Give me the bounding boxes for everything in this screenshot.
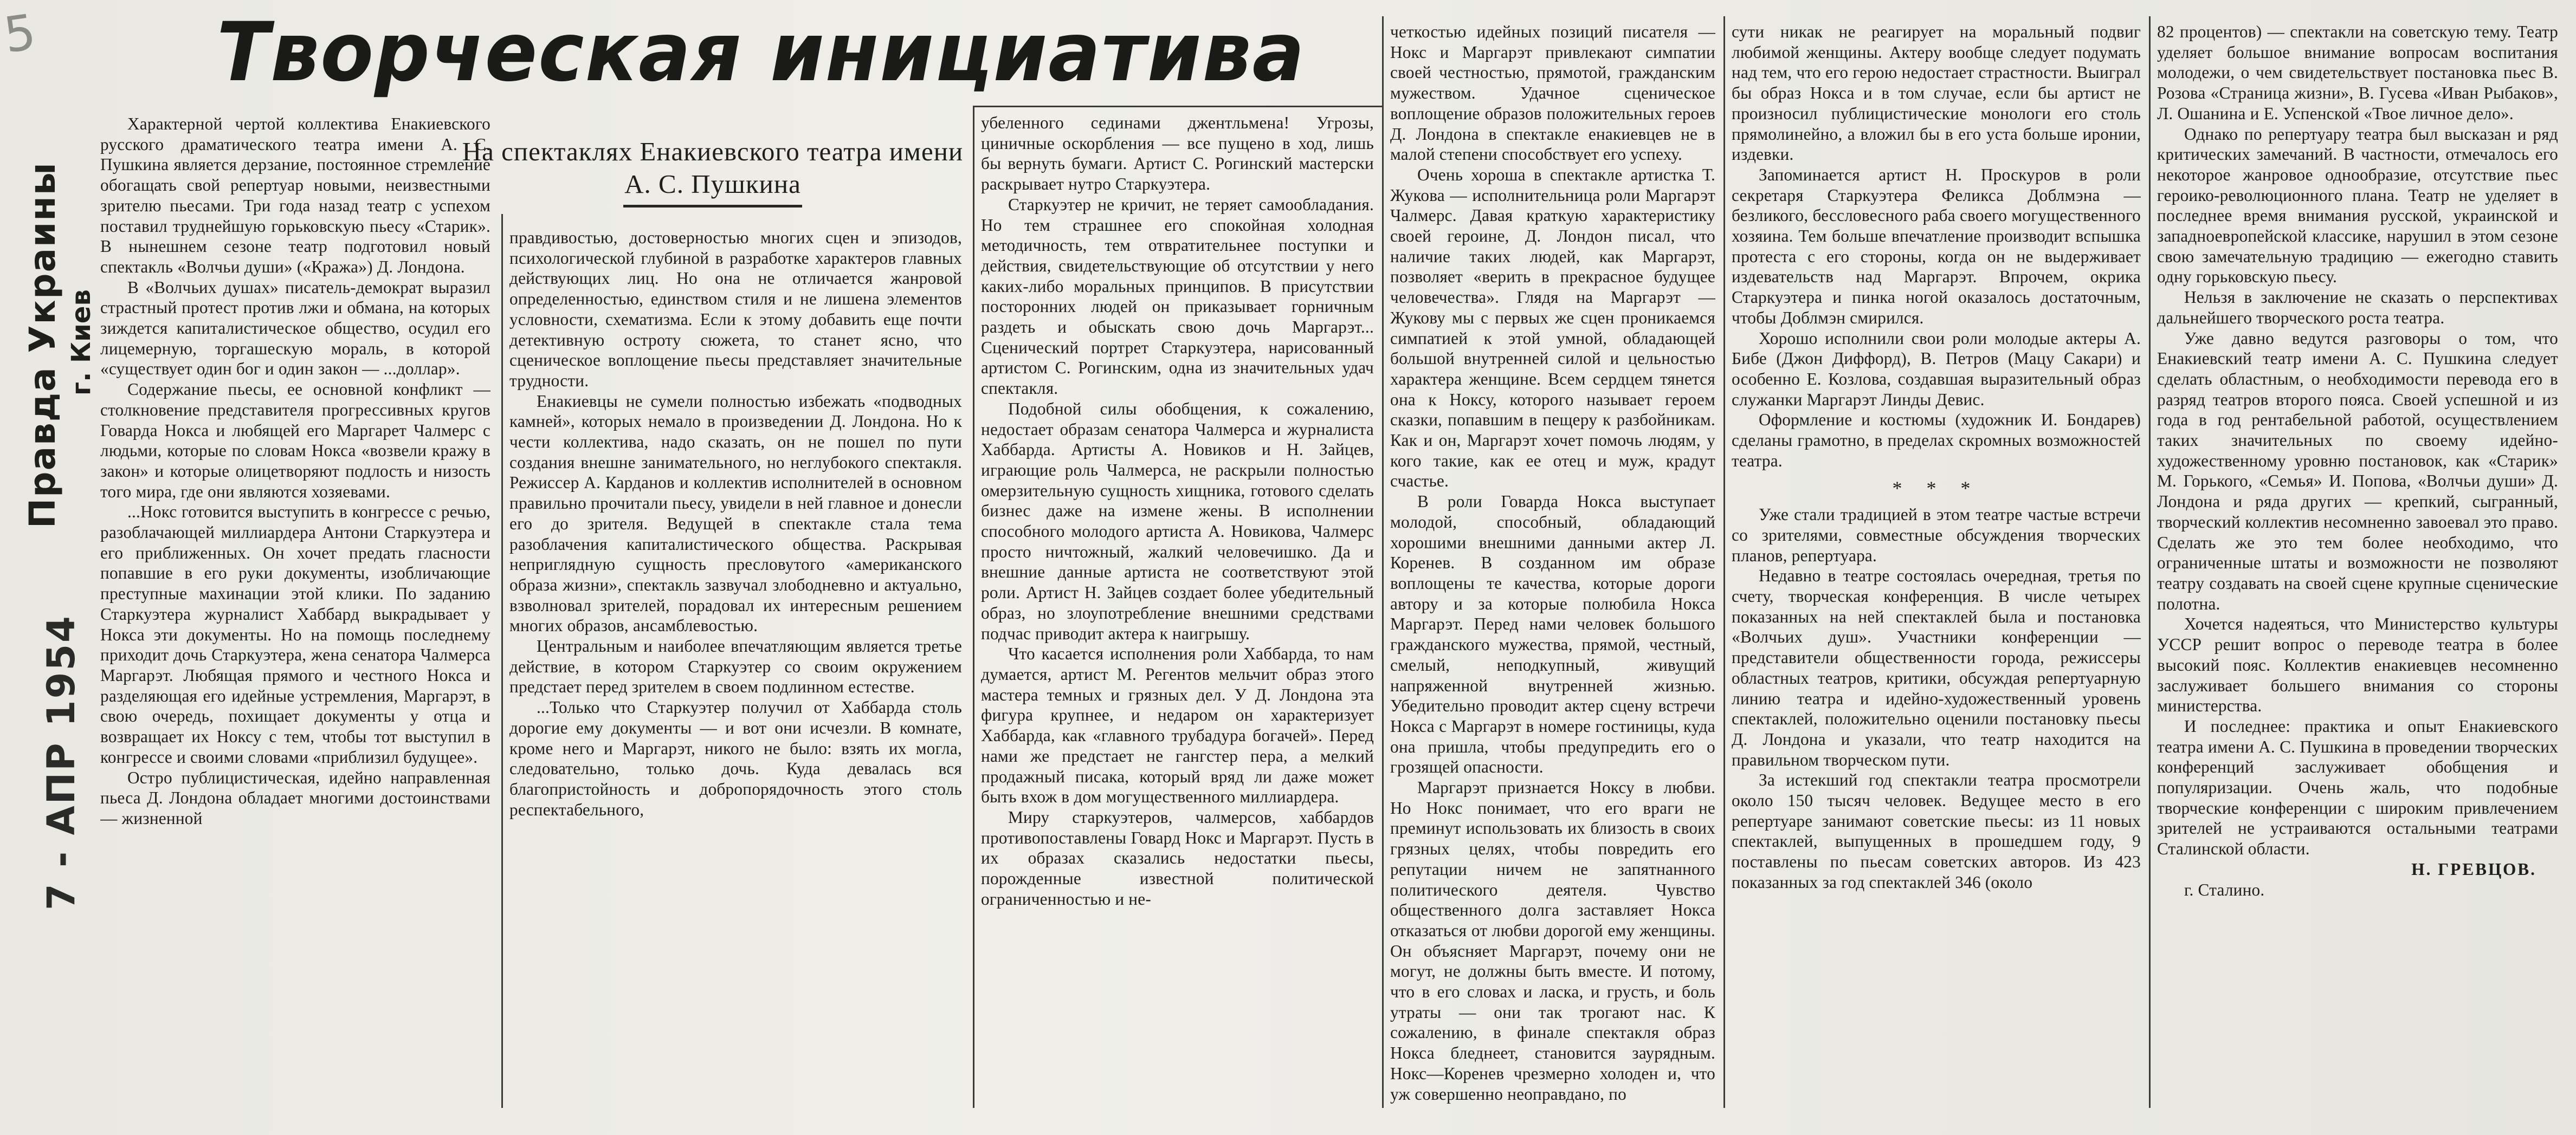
- article-paragraph: четкостью идейных позиций писателя — Нокс и Маргарэт привлекают симпатии своей честностью, прямотой, гражданским мужеством. Удачное сценическое воплощение образов положительных героев Д. Лондона в спектакле енакиевцев не в малой степени способствует его успеху.: [1390, 22, 1715, 164]
- article-paragraph: Центральным и наиболее впечатляющим является третье действие, в котором Старкуэтер со своим окружением предстает перед зрителем в своем подлинном естестве.: [509, 637, 962, 697]
- article-column-5: [1732, 22, 2141, 1105]
- article-headline: Творческая инициатива: [217, 5, 1306, 100]
- article-paragraph: Очень хороша в спектакле артистка Т. Жукова — исполнительница роли Маргарэт Чалмерс. Давая краткую характеристику своей героине, Д. Лондон писал, что наличие таких людей, как Маргарэт, позволяет «верить в прекрасное будущее человечества». Глядя на Маргарэт — Жукову мы с первых же сцен проникаемся симпатией к этой умной, обладающей большой внутренней силой и цельностью характера женщине. Всем сердцем тянется она к Ноксу, которого называет героем сказки, попавшим в пещеру к разбойникам. Как и он, Маргарэт хочет помочь людям, у кого такие, как ее отец и муж, крадут счастье.: [1390, 165, 1715, 491]
- article-column-4: [1390, 22, 1715, 1105]
- section-divider-stars: * * *: [1892, 477, 1980, 500]
- article-paragraph: Уже стали традицией в этом театре частые встречи со зрителями, совместные обсуждения творческих планов, репертуара.: [1732, 505, 2141, 565]
- article-paragraph: Старкуэтер не кричит, не теряет самообладания. Но тем страшнее его спокойная холодная методичность, тем отвратительнее поступки и действия, свидетельствующие об отсутствии у него каких-либо моральных принципов. В присутствии посторонних людей он приказывает горничным раздеть и обыскать свою дочь Маргарэт... Сценический портрет Старкуэтера, нарисованный артистом С. Рогинским, одна из значительных удач спектакля.: [981, 194, 1374, 398]
- margin-pencil-mark: 5: [0, 3, 40, 64]
- article-paragraph: Характерной чертой коллектива Енакиевского русского драматического театра имени А. С. Пушкина является дерзание, постоянное стремление обогащать свой репертуар новыми, неизвестными зрителю пьесами. Три года назад театр с успехом поставил труднейшую горьковскую пьесу «Старик». В нынешнем сезоне театр подготовил новый спектакль «Волчьи души» («Кража») Д. Лондона.: [100, 114, 490, 276]
- article-column-6: [2157, 22, 2558, 1105]
- dateline-place: г. Сталино.: [2184, 880, 2265, 899]
- article-paragraph: Нельзя в заключение не сказать о перспективах дальнейшего творческого роста театра.: [2157, 288, 2558, 327]
- stamp-date: 7 - АПР 1954: [39, 614, 83, 910]
- column-rule: [1382, 16, 1384, 1108]
- stamp-newspaper-name: Правда Украины: [22, 161, 63, 528]
- article-subheadline: На спектаклях Енакиевского театра имени А. С. Пушкина: [462, 137, 964, 199]
- article-column-2: [509, 228, 962, 1105]
- article-paragraph: Что касается исполнения роли Хаббарда, то нам думается, артист М. Регентов мельчит образ этого мастера темных и грязных дел. У Д. Лондона эта фигура крупнее, и недаром он характеризует Хаббарда, как «главного трубадура богачей». Перед нами же предстает не гангстер пера, а мелкий продажный писака, который вряд ли даже может быть вхож в дом могущественного миллиардера.: [981, 644, 1374, 807]
- article-paragraph: Однако по репертуару театра был высказан и ряд критических замечаний. В частности, отмечалось его некоторое жанровое однообразие, отсутствие пьес героико-революционного плана. Театр не уделяет в последнее время внимания русской, украинской и западноевропейской классике, нарушил в этом сезоне свою замечательную традицию — ежегодно ставить одну горьковскую пьесу.: [2157, 124, 2558, 287]
- article-paragraph: сути никак не реагирует на моральный подвиг любимой женщины. Актеру вообще следует подумать над тем, что его герою недостает страстности. Выиграл бы образ Нокса и в том случае, если бы артист не произносил публицистические монологи его столь прямолинейно, а вложил бы в его уста больше иронии, издевки.: [1732, 22, 2141, 164]
- article-paragraph: Хочется надеяться, что Министерство культуры УССР решит вопрос о переводе театра в более высокий пояс. Коллектив енакиевцев несомненно заслуживает большего внимания со стороны министерства.: [2157, 614, 2558, 716]
- article-paragraph: Миру старкуэтеров, чалмерсов, хаббардов противопоставлены Говард Нокс и Маргарэт. Пусть в их образах сказались недостатки пьесы, порожденные известной политической ограниченностью и не-: [981, 807, 1374, 909]
- article-paragraph: убеленного сединами джентльмена! Угрозы, циничные оскорбления — все пущено в ход, лишь бы вернуть бумаги. Артист С. Рогинский мастерски раскрывает нутро Старкуэтера.: [981, 113, 1374, 194]
- column-rule: [501, 214, 503, 1108]
- column-rule: [1723, 16, 1725, 1108]
- column-rule: [2149, 16, 2151, 1108]
- article-paragraph: Запоминается артист Н. Проскуров в роли секретаря Старкуэтера Феликса Доблмэна — безликого, бессловесного раба своего могущественного хозяина. Тем больше впечатление производит вспышка протеста с его стороны, когда он не выдерживает издевательств над Маргарэт. Впрочем, окрика Старкуэтера и пинка ногой оказалось достаточным, чтобы Доблмэн смирился.: [1732, 165, 2141, 327]
- column-rule: [973, 106, 974, 1108]
- article-paragraph: Остро публицистическая, идейно направленная пьеса Д. Лондона обладает многими достоинствами — жизненной: [100, 768, 490, 828]
- headline-rule: [974, 106, 1384, 107]
- article-paragraph: Хорошо исполнили свои роли молодые актеры А. Бибе (Джон Диффорд), В. Петров (Мацу Сакари) и особенно Е. Козлова, создавшая выразительный образ служанки Маргарэт Линды Девис.: [1732, 328, 2141, 409]
- article-paragraph: Уже давно ведутся разговоры о том, что Енакиевский театр имени А. С. Пушкина следует сделать областным, о необходимости перевода его в разряд театров второго пояса. Своей успешной и из года в год рентабельной работой, осуществлением таких значительных по своему идейно-художественному уровню постановок, как «Старик» М. Горького, «Семья» И. Попова, «Волчьи души» Д. Лондона и ряда других — крепкий, сыгранный, творческий коллектив несомненно завоевал это право. Сделать же это тем более необходимо, что ограниченные штаты и возможности не позволяют театру создавать на своей сцене крупные сценические полотна.: [2157, 328, 2558, 613]
- subheadline-rule: [623, 205, 802, 207]
- article-paragraph: В «Волчьих душах» писатель-демократ выразил страстный протест против лжи и обмана, на которых зиждется капиталистическое общество, осудил его лицемерную, торгашескую мораль, в которой «существует один бог и один закон — ...доллар».: [100, 277, 490, 379]
- article-paragraph: Недавно в театре состоялась очередная, третья по счету, творческая конференция. В числе четырех показанных на ней спектаклей была и постановка «Волчьих душ». Участники конференции — представители общественности города, режиссеры областных театров, критики, обсуждая репертуарную линию театра и идейно-художественный уровень спектаклей, положительно оценили постановку пьесы Д. Лондона и указали, что театр находится на правильном творческом пути.: [1732, 566, 2141, 769]
- source-stamp: [16, 161, 96, 910]
- stamp-city: г. Киев: [66, 289, 96, 395]
- article-paragraph: Маргарэт признается Ноксу в любви. Но Нокс понимает, что его враги не преминут использовать их близость в своих грязных целях, чтобы повредить его репутации ничем не запятнанного политического деятеля. Чувство общественного долга заставляет Нокса отказаться от любви дорогой ему женщины. Он объясняет Маргарэт, почему они не могут, не должны быть вместе. И потому, что в его словах и ласка, и грусть, и боль утраты — они так трогают нас. К сожалению, в финале спектакля образ Нокса бледнеет, становится заурядным. Нокс—Коренев чрезмерно холоден и, что уж совершенно неоправдано, по: [1390, 778, 1715, 1104]
- article-paragraph: Енакиевцы не сумели полностью избежать «подводных камней», которых немало в произведении Д. Лондона. Но к чести коллектива, надо сказать, он не пошел по пути создания внешне занимательного, но неглубокого спектакля. Режиссер А. Карданов и коллектив исполнителей в основном правильно прочитали пьесу, увидели в ней главное и донесли его до зрителя. Ведущей в спектакле стала тема разоблачения капиталистического общества. Раскрывая неприглядную сущность пресловутого «американского образа жизни», спектакль зазвучал злободневно и актуально, взволновал зрителей, порадовал их интересным решением многих образов, ансамблевостью.: [509, 391, 962, 635]
- article-column-1: [100, 114, 490, 1105]
- article-paragraph: ...Только что Старкуэтер получил от Хаббарда столь дорогие ему документы — и вот они исчезли. В комнате, кроме него и Маргарэт, никого не было: взять их могла, следовательно, только дочь. Куда девалась вся благопристойность и добропорядочность этого столь респектабельного,: [509, 698, 962, 819]
- article-paragraph: правдивостью, достоверностью многих сцен и эпизодов, психологической глубиной в разработке характеров главных действующих лиц. Но она не отличается жанровой определенностью, единством стиля и не лишена элементов условности, схематизма. Если к этому добавить еще почти детективную остроту сюжета, то станет ясно, что сценическое воплощение пьесы представляет значительные трудности.: [509, 228, 962, 390]
- article-paragraph: В роли Говарда Нокса выступает молодой, способный, обладающий хорошими внешними данными актер Л. Коренев. В созданном им образе воплощены те качества, которые дороги автору и за которые полюбила Нокса Маргарэт. Перед нами человек большого гражданского мужества, прямой, честный, смелый, неподкупный, живущий напряженной внутренней жизнью. Убедительно проводит актер сцену встречи Нокса с Маргарэт в номере гостиницы, куда она пришла, чтобы предупредить его о грозящей опасности.: [1390, 492, 1715, 777]
- article-paragraph: Оформление и костюмы (художник И. Бондарев) сделаны грамотно, в пределах скромных возможностей театра.: [1732, 410, 2141, 470]
- article-paragraph: ...Нокс готовится выступить в конгрессе с речью, разоблачающей миллиардера Антони Старкуэтера и его приближенных. Он хочет предать гласности попавшие в его руки документы, изобличающие преступные махинации этой клики. По заданию Старкуэтера журналист Хаббард выкрадывает у Нокса эти документы. Но на помощь последнему приходит дочь Старкуэтера, жена сенатора Чалмерса Маргарэт. Любящая прямого и честного Нокса и разделяющая его идейные устремления, Маргарэт, в свою очередь, похищает документы у отца и возвращает их Ноксу с тем, чтобы тот выступил в конгрессе и своими словами «приблизил будущее».: [100, 502, 490, 767]
- article-paragraph: 82 процентов) — спектакли на советскую тему. Театр уделяет большое внимание вопросам воспитания молодежи, о чем свидетельствует постановка пьес В. Розова «Страница жизни», В. Гусева «Иван Рыбаков», Л. Ошанина и Е. Успенской «Твое личное дело».: [2157, 22, 2558, 123]
- article-column-3: [981, 113, 1374, 1105]
- article-paragraph: И последнее: практика и опыт Енакиевского театра имени А. С. Пушкина в проведении творческих конференций заслуживает обобщения и популяризации. Очень жаль, что подобные творческие конференции с широким привлечением зрителей не устраиваются остальными театрами Сталинской области.: [2157, 716, 2558, 859]
- article-paragraph: Подобной силы обобщения, к сожалению, недостает образам сенатора Чалмерса и журналиста Хаббарда. Артисты А. Новиков и Н. Зайцев, играющие роль Чалмерса, не раскрыли полностью омерзительную сущность хищника, готового сделать бизнес даже на измене жены. В исполнении способного молодого артиста А. Новикова, Чалмерс просто ничтожный, жалкий человечишко. Да и внешние данные артиста не соответствуют этой роли. Артист Н. Зайцев создает более убедительный образ, но злоупотребление внешними средствами подчас приводит актера к наигрышу.: [981, 399, 1374, 643]
- article-paragraph: За истекший год спектакли театра просмотрели около 150 тысяч человек. Ведущее место в его репертуаре занимают советские пьесы: из 11 новых спектаклей, выпущенных в прошедшем году, 9 поставлены по пьесам советских авторов. Из 423 показанных за год спектаклей 346 (около: [1732, 770, 2141, 892]
- article-paragraph: Содержание пьесы, ее основной конфликт — столкновение представителя прогрессивных кругов Говарда Нокса и любящей его Маргарет Чалмерс с людьми, которые по словам Нокса «возвели кражу в закон» и которые олицетворяют подлость и низость того мира, где они являются хозяевами.: [100, 380, 490, 501]
- author-signature: Н. ГРЕВЦОВ.: [2411, 859, 2536, 879]
